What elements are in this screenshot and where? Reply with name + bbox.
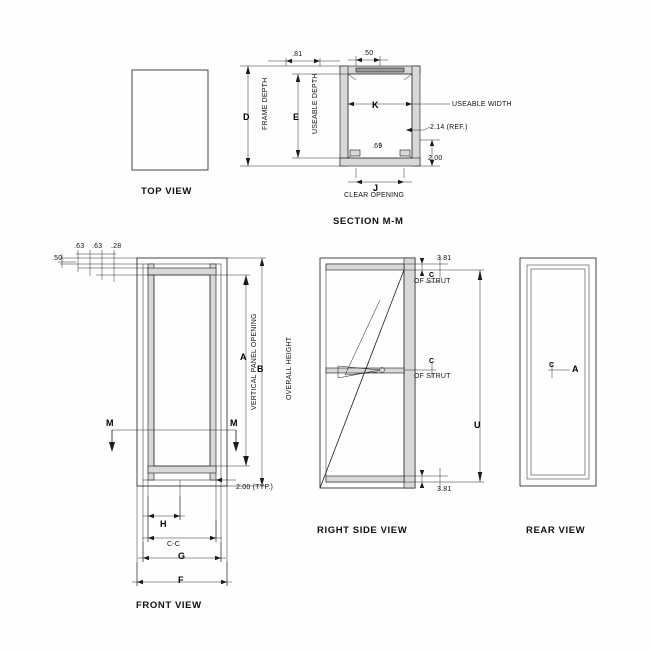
dim-a-arrow-top <box>243 275 249 285</box>
front-dim-050-label: .50 <box>52 255 63 262</box>
side-swing-detail <box>345 300 380 375</box>
dim-081-label: .81 <box>292 51 303 58</box>
section-bottom-rail <box>340 158 420 166</box>
letter-c-top: C <box>429 272 435 279</box>
front-dim-028-label: .28 <box>111 243 122 250</box>
front-frame-inner <box>143 264 221 480</box>
useable-depth-label: USEABLE DEPTH <box>312 73 319 134</box>
letter-e: E <box>293 112 300 122</box>
rear-outline <box>520 258 596 486</box>
top-view-title: TOP VIEW <box>141 186 192 197</box>
of-strut-mid-label: OF STRUT <box>414 373 451 380</box>
letter-b-front: B <box>257 364 264 374</box>
front-top-strut <box>148 268 216 275</box>
letter-d: D <box>243 112 250 122</box>
section-arrow-left-head <box>109 442 115 452</box>
dim-d-arrow-bottom <box>246 158 250 166</box>
of-strut-top-label: OF STRUT <box>414 278 451 285</box>
section-lower-left-clip <box>350 150 360 156</box>
dim-200-line <box>420 140 443 166</box>
front-bottom-witness <box>137 480 227 586</box>
dim-f-arrow-left <box>137 580 143 584</box>
label-cc: C-C <box>167 541 181 548</box>
rear-inner-1 <box>527 265 589 479</box>
dim-381-top-arrow-a <box>420 258 424 264</box>
clear-opening-label: CLEAR OPENING <box>344 192 405 199</box>
dim-381-top-label: 3.81 <box>437 255 452 262</box>
front-topleft-witness <box>62 250 114 282</box>
dim-j-arrow-right <box>398 180 404 184</box>
vertical-panel-opening-label: VERTICAL PANEL OPENING <box>251 313 258 410</box>
front-right-stile <box>210 264 216 480</box>
front-panel-field <box>154 275 210 466</box>
dim-u-arrow-top <box>478 270 482 280</box>
letter-h: H <box>160 519 167 529</box>
dim-381-bottom-label: 3.81 <box>437 486 452 493</box>
rear-view-title: REAR VIEW <box>526 525 586 536</box>
dim-h-arrow-left <box>148 514 154 518</box>
section-lower-right-clip <box>400 150 410 156</box>
dim-k-arrow-right <box>406 102 412 106</box>
dim-f-arrow-right <box>221 580 227 584</box>
side-top-strut <box>326 264 404 270</box>
dim-081-arrow-right <box>314 59 320 63</box>
right-side-view-title: RIGHT SIDE VIEW <box>317 525 408 536</box>
dim-050-arrow-right <box>374 58 380 62</box>
dim-g-arrow-right <box>215 556 221 560</box>
dim-u-extensions <box>448 270 484 482</box>
dim-214-arrow <box>406 128 412 132</box>
dim-381-bottom-arrow-b <box>420 482 424 488</box>
front-dim-063b-label: .63 <box>92 243 103 250</box>
section-right-stile <box>412 66 420 166</box>
dim-e-arrow-bottom <box>296 150 300 158</box>
dim-e-arrow-top <box>296 74 300 82</box>
dim-j-arrow-left <box>356 180 362 184</box>
dim-cc-arrow-right <box>210 536 216 540</box>
front-topleft-extensions <box>60 258 154 275</box>
section-left-stile <box>340 66 348 166</box>
letter-j: J <box>373 183 379 193</box>
dim-081-arrow-left <box>286 59 292 63</box>
side-swing-line <box>320 270 404 488</box>
front-dim-063a-label: .63 <box>74 243 85 250</box>
dim-cc-arrow-left <box>148 536 154 540</box>
dim-e-extensions <box>292 74 348 158</box>
section-arrow-right-head <box>233 442 239 452</box>
letter-a-rear: A <box>572 364 579 374</box>
dim-069-label: .69 <box>372 143 383 150</box>
dim-d-arrow-top <box>246 66 250 74</box>
section-view-title: SECTION M-M <box>333 216 404 227</box>
dim-k-arrow-left <box>348 102 354 106</box>
top-view-outline <box>132 70 208 170</box>
section-top-panel <box>356 68 404 72</box>
dim-200typ-label: 2.00 (TYP.) <box>236 484 274 491</box>
dim-h-arrow-right <box>174 514 180 518</box>
section-mark-left: M <box>106 418 114 428</box>
letter-f: F <box>178 575 184 585</box>
letter-a-front: A <box>240 352 247 362</box>
front-view-title: FRONT VIEW <box>136 600 202 611</box>
dim-381-bottom-arrow-a <box>420 470 424 476</box>
dim-a-arrow-bottom <box>243 456 249 466</box>
dim-j-line <box>348 168 412 182</box>
dim-214-label: 2.14 (REF.) <box>430 124 468 131</box>
useable-width-label: USEABLE WIDTH <box>452 101 512 108</box>
front-bottom-strut <box>148 466 216 473</box>
side-bottom-strut <box>326 476 404 482</box>
letter-g: G <box>178 551 186 561</box>
dim-u-arrow-bottom <box>478 472 482 482</box>
dim-050-arrow-left <box>356 58 362 62</box>
dim-b-arrow-top <box>260 258 264 266</box>
dim-050-line <box>348 56 388 66</box>
section-mark-right: M <box>230 418 238 428</box>
letter-c-rear: C <box>549 362 555 369</box>
dim-200-label: 2.00 <box>428 155 443 162</box>
dim-381-top-arrow-b <box>420 270 424 276</box>
overall-height-label: OVERALL HEIGHT <box>286 336 293 400</box>
dim-d-extensions <box>240 66 340 166</box>
frame-depth-label: FRAME DEPTH <box>262 77 269 130</box>
dim-g-arrow-left <box>143 556 149 560</box>
letter-c-mid: C <box>429 358 435 365</box>
front-left-stile <box>148 264 154 480</box>
dim-200-arrow-top <box>430 140 434 146</box>
letter-u: U <box>474 420 481 430</box>
letter-k: K <box>372 100 379 110</box>
dim-050-label: .50 <box>363 50 374 57</box>
section-arrow-lines <box>112 430 236 448</box>
